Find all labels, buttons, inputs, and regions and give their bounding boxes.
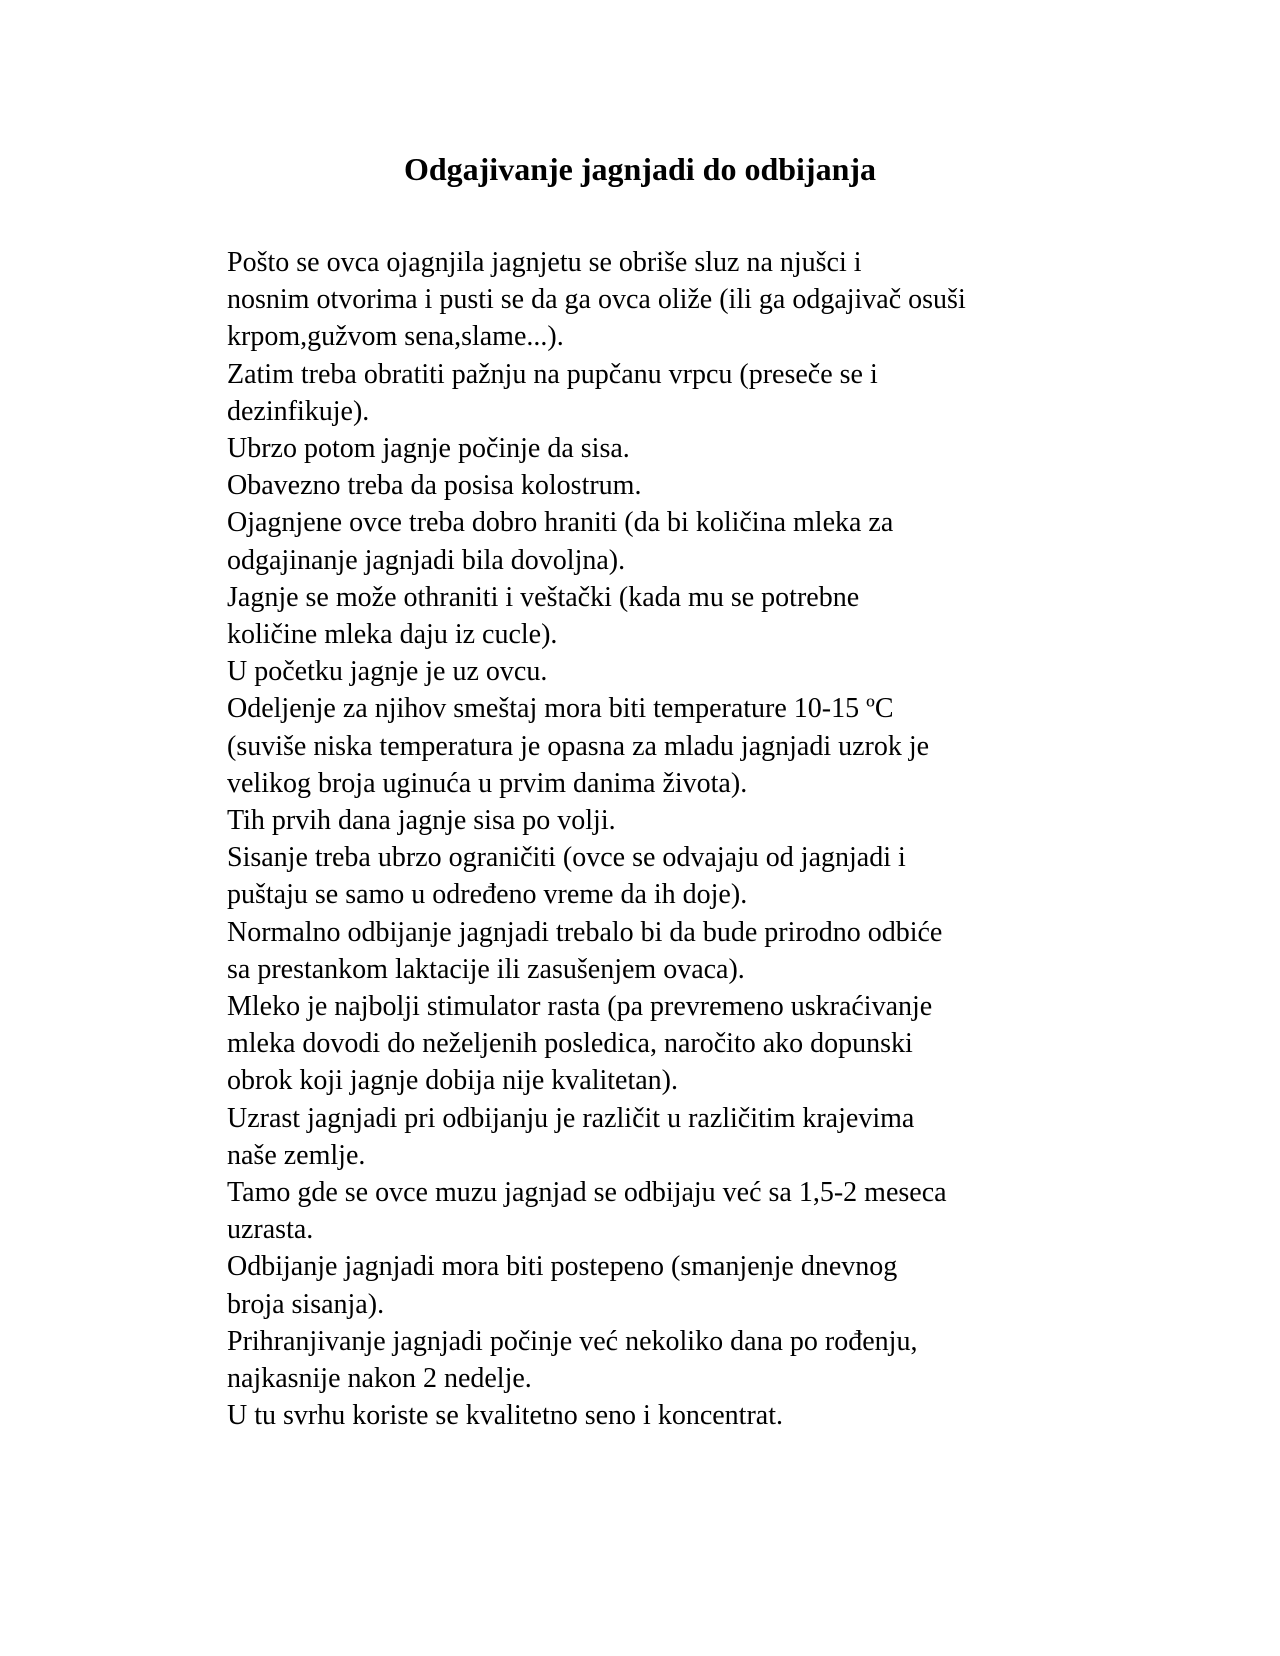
- text-line: najkasnije nakon 2 nedelje.: [227, 1363, 532, 1395]
- paragraph: [187, 914, 1087, 988]
- text-line: Ojagnjene ovce treba dobro hraniti (da bi količina mleka za: [227, 507, 894, 539]
- text-line: Zatim treba obratiti pažnju na pupčanu vrpcu (preseče se i: [227, 358, 878, 390]
- text-line: Prihranjivanje jagnjadi počinje već nekoliko dana po rođenju,: [227, 1325, 918, 1357]
- paragraph: [187, 244, 1087, 356]
- text-line: odgajinanje jagnjadi bila dovoljna).: [227, 544, 626, 576]
- text-line: Odbijanje jagnjadi mora biti postepeno (smanjenje dnevnog: [227, 1251, 898, 1283]
- text-line: Odeljenje za njihov smeštaj mora biti temperature 10-15 ºC: [227, 693, 894, 725]
- paragraph: [187, 653, 1087, 690]
- document-title: Odgajivanje jagnjadi do odbijanja: [403, 151, 877, 187]
- text-line: nosnim otvorima i pusti se da ga ovca oliže (ili ga odgajivač osuši: [227, 284, 966, 316]
- text-line: (suviše niska temperatura je opasna za mladu jagnjadi uzrok je: [227, 730, 930, 762]
- text-line: mleka dovodi do neželjenih posledica, naročito ako dopunski: [227, 1028, 913, 1060]
- text-line: Uzrast jagnjadi pri odbijanju je različit u različitim krajevima: [227, 1102, 915, 1134]
- paragraph: [187, 1323, 1087, 1397]
- text-line: dezinfikuje).: [227, 395, 370, 427]
- text-line: krpom,gužvom sena,slame...).: [227, 321, 564, 353]
- paragraph: [187, 690, 1087, 802]
- text-line: U tu svrhu koriste se kvalitetno seno i koncentrat.: [227, 1400, 783, 1432]
- text-line: uzrasta.: [227, 1214, 314, 1246]
- text-line: puštaju se samo u određeno vreme da ih doje).: [227, 879, 748, 911]
- text-line: Tamo gde se ovce muzu jagnjad se odbijaju već sa 1,5-2 meseca: [227, 1177, 947, 1209]
- text-line: Obavezno treba da posisa kolostrum.: [227, 470, 642, 502]
- paragraph: [187, 1174, 1087, 1248]
- paragraph: [187, 579, 1087, 653]
- paragraph: [187, 839, 1087, 913]
- text-line: U početku jagnje je uz ovcu.: [227, 656, 548, 688]
- text-line: Pošto se ovca ojagnjila jagnjetu se obriše sluz na njušci i: [227, 247, 862, 278]
- paragraph: [187, 467, 1087, 504]
- paragraph: [187, 1100, 1087, 1174]
- paragraph: [187, 1397, 1087, 1434]
- text-line: količine mleka daju iz cucle).: [227, 619, 558, 651]
- paragraph: [187, 504, 1087, 578]
- text-line: sa prestankom laktacije ili zasušenjem ovaca).: [227, 953, 745, 985]
- text-line: obrok koji jagnje dobija nije kvalitetan).: [227, 1065, 678, 1097]
- text-line: Mleko je najbolji stimulator rasta (pa prevremeno uskraćivanje: [227, 991, 933, 1023]
- text-line: Jagnje se može othraniti i veštački (kada mu se potrebne: [227, 581, 860, 613]
- text-line: Tih prvih dana jagnje sisa po volji.: [227, 805, 616, 837]
- paragraph: [187, 1248, 1087, 1322]
- text-line: velikog broja uginuća u prvim danima života).: [227, 767, 748, 799]
- paragraph: [187, 988, 1087, 1100]
- paragraph: [187, 802, 1087, 839]
- text-line: broja sisanja).: [227, 1288, 385, 1320]
- text-line: Normalno odbijanje jagnjadi trebalo bi da bude prirodno odbiće: [227, 916, 943, 948]
- text-line: Ubrzo potom jagnje počinje da sisa.: [227, 433, 630, 465]
- document-body: [187, 244, 1087, 1435]
- paragraph: [187, 430, 1087, 467]
- paragraph: [187, 356, 1087, 430]
- text-line: Sisanje treba ubrzo ograničiti (ovce se odvajaju od jagnjadi i: [227, 842, 906, 874]
- text-line: naše zemlje.: [227, 1139, 366, 1171]
